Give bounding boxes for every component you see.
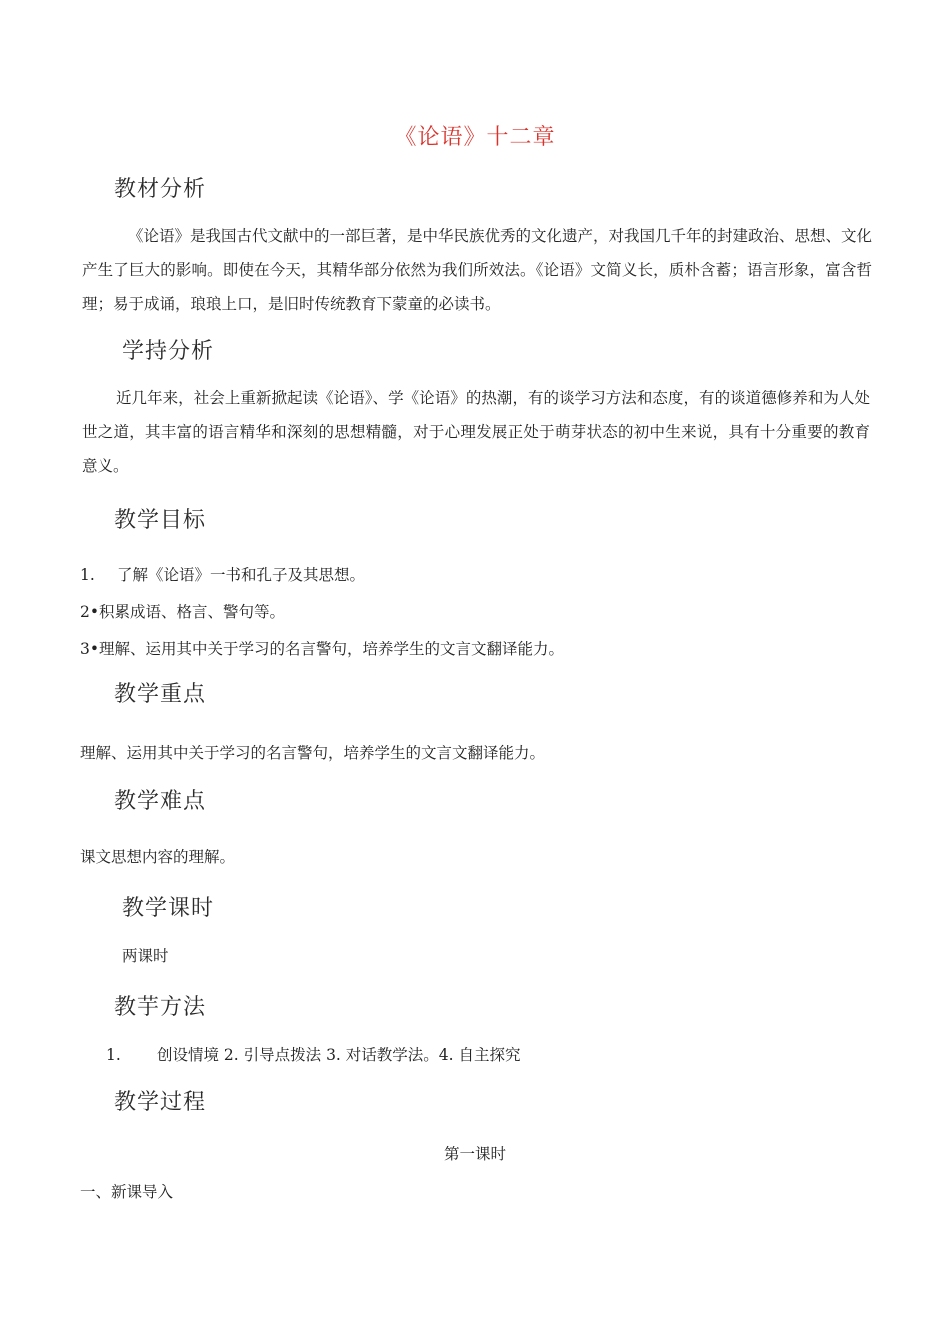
paragraph-material-analysis: 《论语》是我国古代文献中的一部巨著，是中华民族优秀的文化遗产，对我国几千年的封建政治、思想、文化产生了巨大的影响。即使在今天，其精华部分依然为我们所效法。《论语》文简义长，质朴含蓄；语言形象，富含哲理；易于成诵，琅琅上口，是旧时传统教育下蒙童的必读书。 <box>82 227 873 313</box>
paragraph-key-points: 理解、运用其中关于学习的名言警句，培养学生的文言文翻译能力。 <box>80 744 546 762</box>
heading-student-analysis: 学持分析 <box>122 339 215 364</box>
heading-teaching-goals: 教学目标 <box>114 508 207 533</box>
paragraph-student-analysis: 近几年来，社会上重新掀起读《论语》、学《论语》的热潮，有的谈学习方法和态度，有的谈道德修养和为人处世之道，其丰富的语言精华和深刻的思想精髓，对于心理发展正处于萌芽状态的初中生来说，具有十分重要的教育意义。 <box>82 389 870 475</box>
list-item-number: 1. <box>80 566 95 584</box>
methods-list-item <box>106 1043 521 1065</box>
subheading-first-lesson: 第一课时 <box>443 1145 506 1163</box>
list-item-number: 3• <box>80 640 100 658</box>
step-new-lesson-intro: 一、新课导入 <box>80 1183 174 1201</box>
methods-text: 创设情境 2. 引导点拨法 3. 对话教学法。4. 自主探究 <box>157 1046 521 1064</box>
list-item-number: 2• <box>80 603 100 621</box>
heading-methods: 教芋方法 <box>114 995 207 1020</box>
list-item <box>80 563 365 585</box>
paragraph-difficulties: 课文思想内容的理解。 <box>80 848 236 866</box>
list-item-text: 积累成语、格言、警句等。 <box>99 603 286 621</box>
list-item <box>80 637 564 659</box>
heading-class-hours: 教学课时 <box>122 896 215 921</box>
heading-process: 教学过程 <box>114 1090 207 1115</box>
paragraph-class-hours: 两课时 <box>122 947 169 965</box>
heading-material-analysis: 教材分析 <box>114 177 207 202</box>
heading-difficulties: 教学难点 <box>114 789 207 814</box>
list-item-text: 了解《论语》一书和孔子及其思想。 <box>117 566 366 584</box>
heading-key-points: 教学重点 <box>114 682 207 707</box>
list-item-number: 1. <box>106 1046 121 1064</box>
list-item-text: 理解、运用其中关于学习的名言警句，培养学生的文言文翻译能力。 <box>99 640 565 658</box>
document-title: 《论语》十二章 <box>394 125 556 150</box>
list-item <box>80 600 285 622</box>
